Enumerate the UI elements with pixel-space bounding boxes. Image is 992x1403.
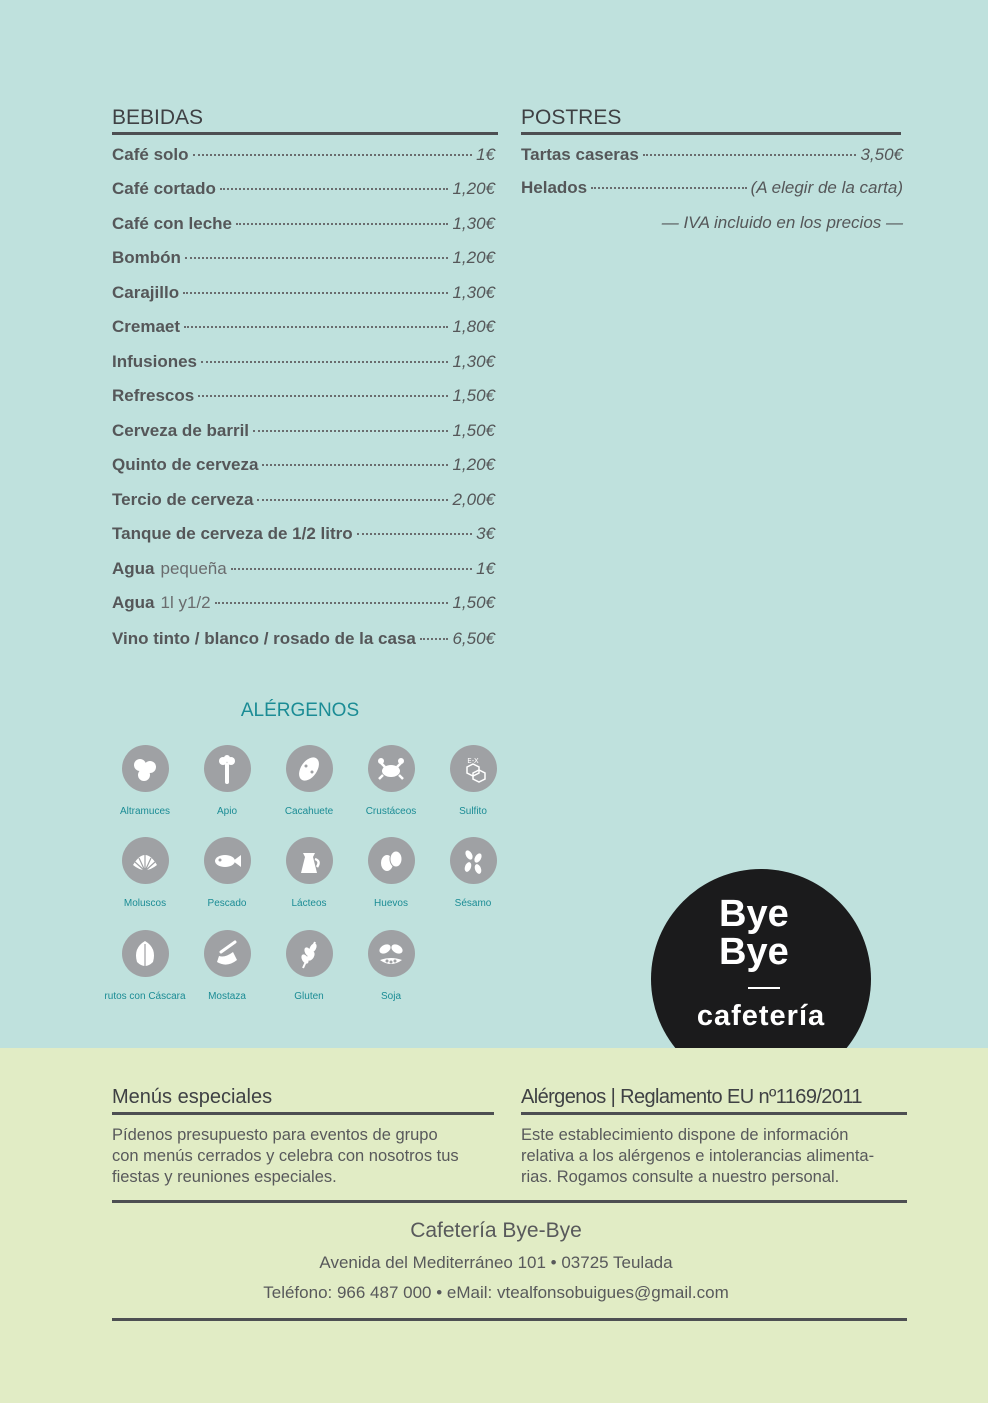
reglamento-line: Este establecimiento dispone de información xyxy=(521,1126,849,1144)
footer-name: Cafetería Bye-Bye xyxy=(410,1219,582,1242)
bebida-price: 1€ xyxy=(476,559,495,578)
bebida-name: Cerveza de barril xyxy=(112,421,250,440)
bebida-name: Infusiones xyxy=(112,352,198,371)
bebida-price: 1,30€ xyxy=(452,214,495,233)
reglamento-line: relativa a los alérgenos e intolerancias alimenta- xyxy=(521,1147,875,1165)
reglamento-rule xyxy=(521,1112,907,1115)
allergen-label: Soja xyxy=(380,991,401,1002)
bebida-name: Café solo xyxy=(112,145,189,164)
bebida-price: 1,30€ xyxy=(452,352,495,371)
allergen-label: Huevos xyxy=(374,898,408,909)
reglamento-title: Alérgenos | Reglamento EU nº1169/2011 xyxy=(521,1086,862,1108)
menus-especiales-line: Pídenos presupuesto para eventos de grupo xyxy=(112,1126,438,1144)
reglamento-text xyxy=(521,1125,907,1188)
bebida-price: 1,20€ xyxy=(452,248,495,267)
allergen-label: Gluten xyxy=(294,991,324,1002)
logo-dash xyxy=(748,987,780,989)
allergen-label: Mostaza xyxy=(208,991,246,1002)
logo-line-2: Bye xyxy=(719,931,789,973)
menus-especiales-title: Menús especiales xyxy=(112,1086,273,1108)
bebida-price: 1,30€ xyxy=(452,283,495,302)
bebida-note: 1l y1/2 xyxy=(160,593,211,612)
menus-especiales-line: fiestas y reuniones especiales. xyxy=(112,1168,337,1186)
bebida-price: 1,20€ xyxy=(452,179,495,198)
menus-especiales-line: con menús cerrados y celebra con nosotros tus xyxy=(112,1147,459,1165)
bebida-price: 2,00€ xyxy=(452,490,495,509)
menus-especiales-rule xyxy=(112,1112,494,1115)
allergen-label: rutos con Cáscara xyxy=(104,991,186,1002)
bebida-price: 1,20€ xyxy=(452,455,495,474)
postre-name: Helados xyxy=(521,178,588,197)
bebida-price: 6,50€ xyxy=(452,629,495,648)
logo-line-1: Bye xyxy=(719,893,789,935)
allergen-label: Moluscos xyxy=(123,898,167,909)
bebida-name: Café cortado xyxy=(112,179,216,198)
menus-especiales-text xyxy=(112,1125,497,1188)
bebida-price: 1€ xyxy=(476,145,495,164)
footer-contact: Teléfono: 966 487 000 • eMail: vtealfonsobuigues@gmail.com xyxy=(263,1283,729,1302)
bebida-note: pequeña xyxy=(160,559,227,578)
alergenos-title: ALÉRGENOS xyxy=(240,700,360,721)
logo-line-3: cafetería xyxy=(696,1000,826,1032)
bebida-name: Agua xyxy=(112,559,155,578)
postre-name: Tartas caseras xyxy=(521,145,639,164)
bebida-name: Tanque de cerveza de 1/2 litro xyxy=(112,524,353,543)
allergen-label: Apio xyxy=(216,806,237,817)
svg-text:E-X: E-X xyxy=(467,756,479,765)
page-edge xyxy=(988,0,992,1403)
footer-address: Avenida del Mediterráneo 101 • 03725 Teulada xyxy=(319,1253,673,1272)
bebida-name: Cremaet xyxy=(112,317,181,336)
bebida-name: Carajillo xyxy=(112,283,180,302)
allergen-label: Pescado xyxy=(207,898,247,909)
allergen-label: Lácteos xyxy=(291,898,327,909)
bebida-name: Vino tinto / blanco / rosado de la casa xyxy=(112,629,416,648)
bebida-name: Bombón xyxy=(112,248,181,267)
postre-price: 3,50€ xyxy=(860,145,903,164)
allergen-label: Sésamo xyxy=(454,898,492,909)
bebida-price: 1,50€ xyxy=(452,386,495,405)
bebida-name: Café con leche xyxy=(112,214,232,233)
footer-top-rule xyxy=(112,1200,907,1203)
bebida-price: 1,80€ xyxy=(452,317,495,336)
iva-note: — IVA incluido en los precios — xyxy=(661,213,903,232)
bebidas-title: BEBIDAS xyxy=(112,106,204,129)
bebida-price: 1,50€ xyxy=(452,593,495,612)
bye-bye-logo xyxy=(651,869,871,1048)
postres-title: POSTRES xyxy=(521,106,622,129)
bebida-price: 3€ xyxy=(476,524,495,543)
postre-price: (A elegir de la carta) xyxy=(750,178,903,197)
allergen-label: Sulfito xyxy=(459,806,487,817)
allergen-label: Cacahuete xyxy=(284,806,334,817)
allergen-label: Crustáceos xyxy=(365,806,417,817)
bebida-name: Agua xyxy=(112,593,155,612)
bebida-name: Tercio de cerveza xyxy=(112,490,254,509)
bebida-price: 1,50€ xyxy=(452,421,495,440)
reglamento-line: rias. Rogamos consulte a nuestro personal. xyxy=(521,1168,840,1186)
allergen-label: Altramuces xyxy=(119,806,170,817)
bebida-name: Quinto de cerveza xyxy=(112,455,259,474)
bebida-name: Refrescos xyxy=(112,386,195,405)
footer-bottom-rule xyxy=(112,1318,907,1321)
